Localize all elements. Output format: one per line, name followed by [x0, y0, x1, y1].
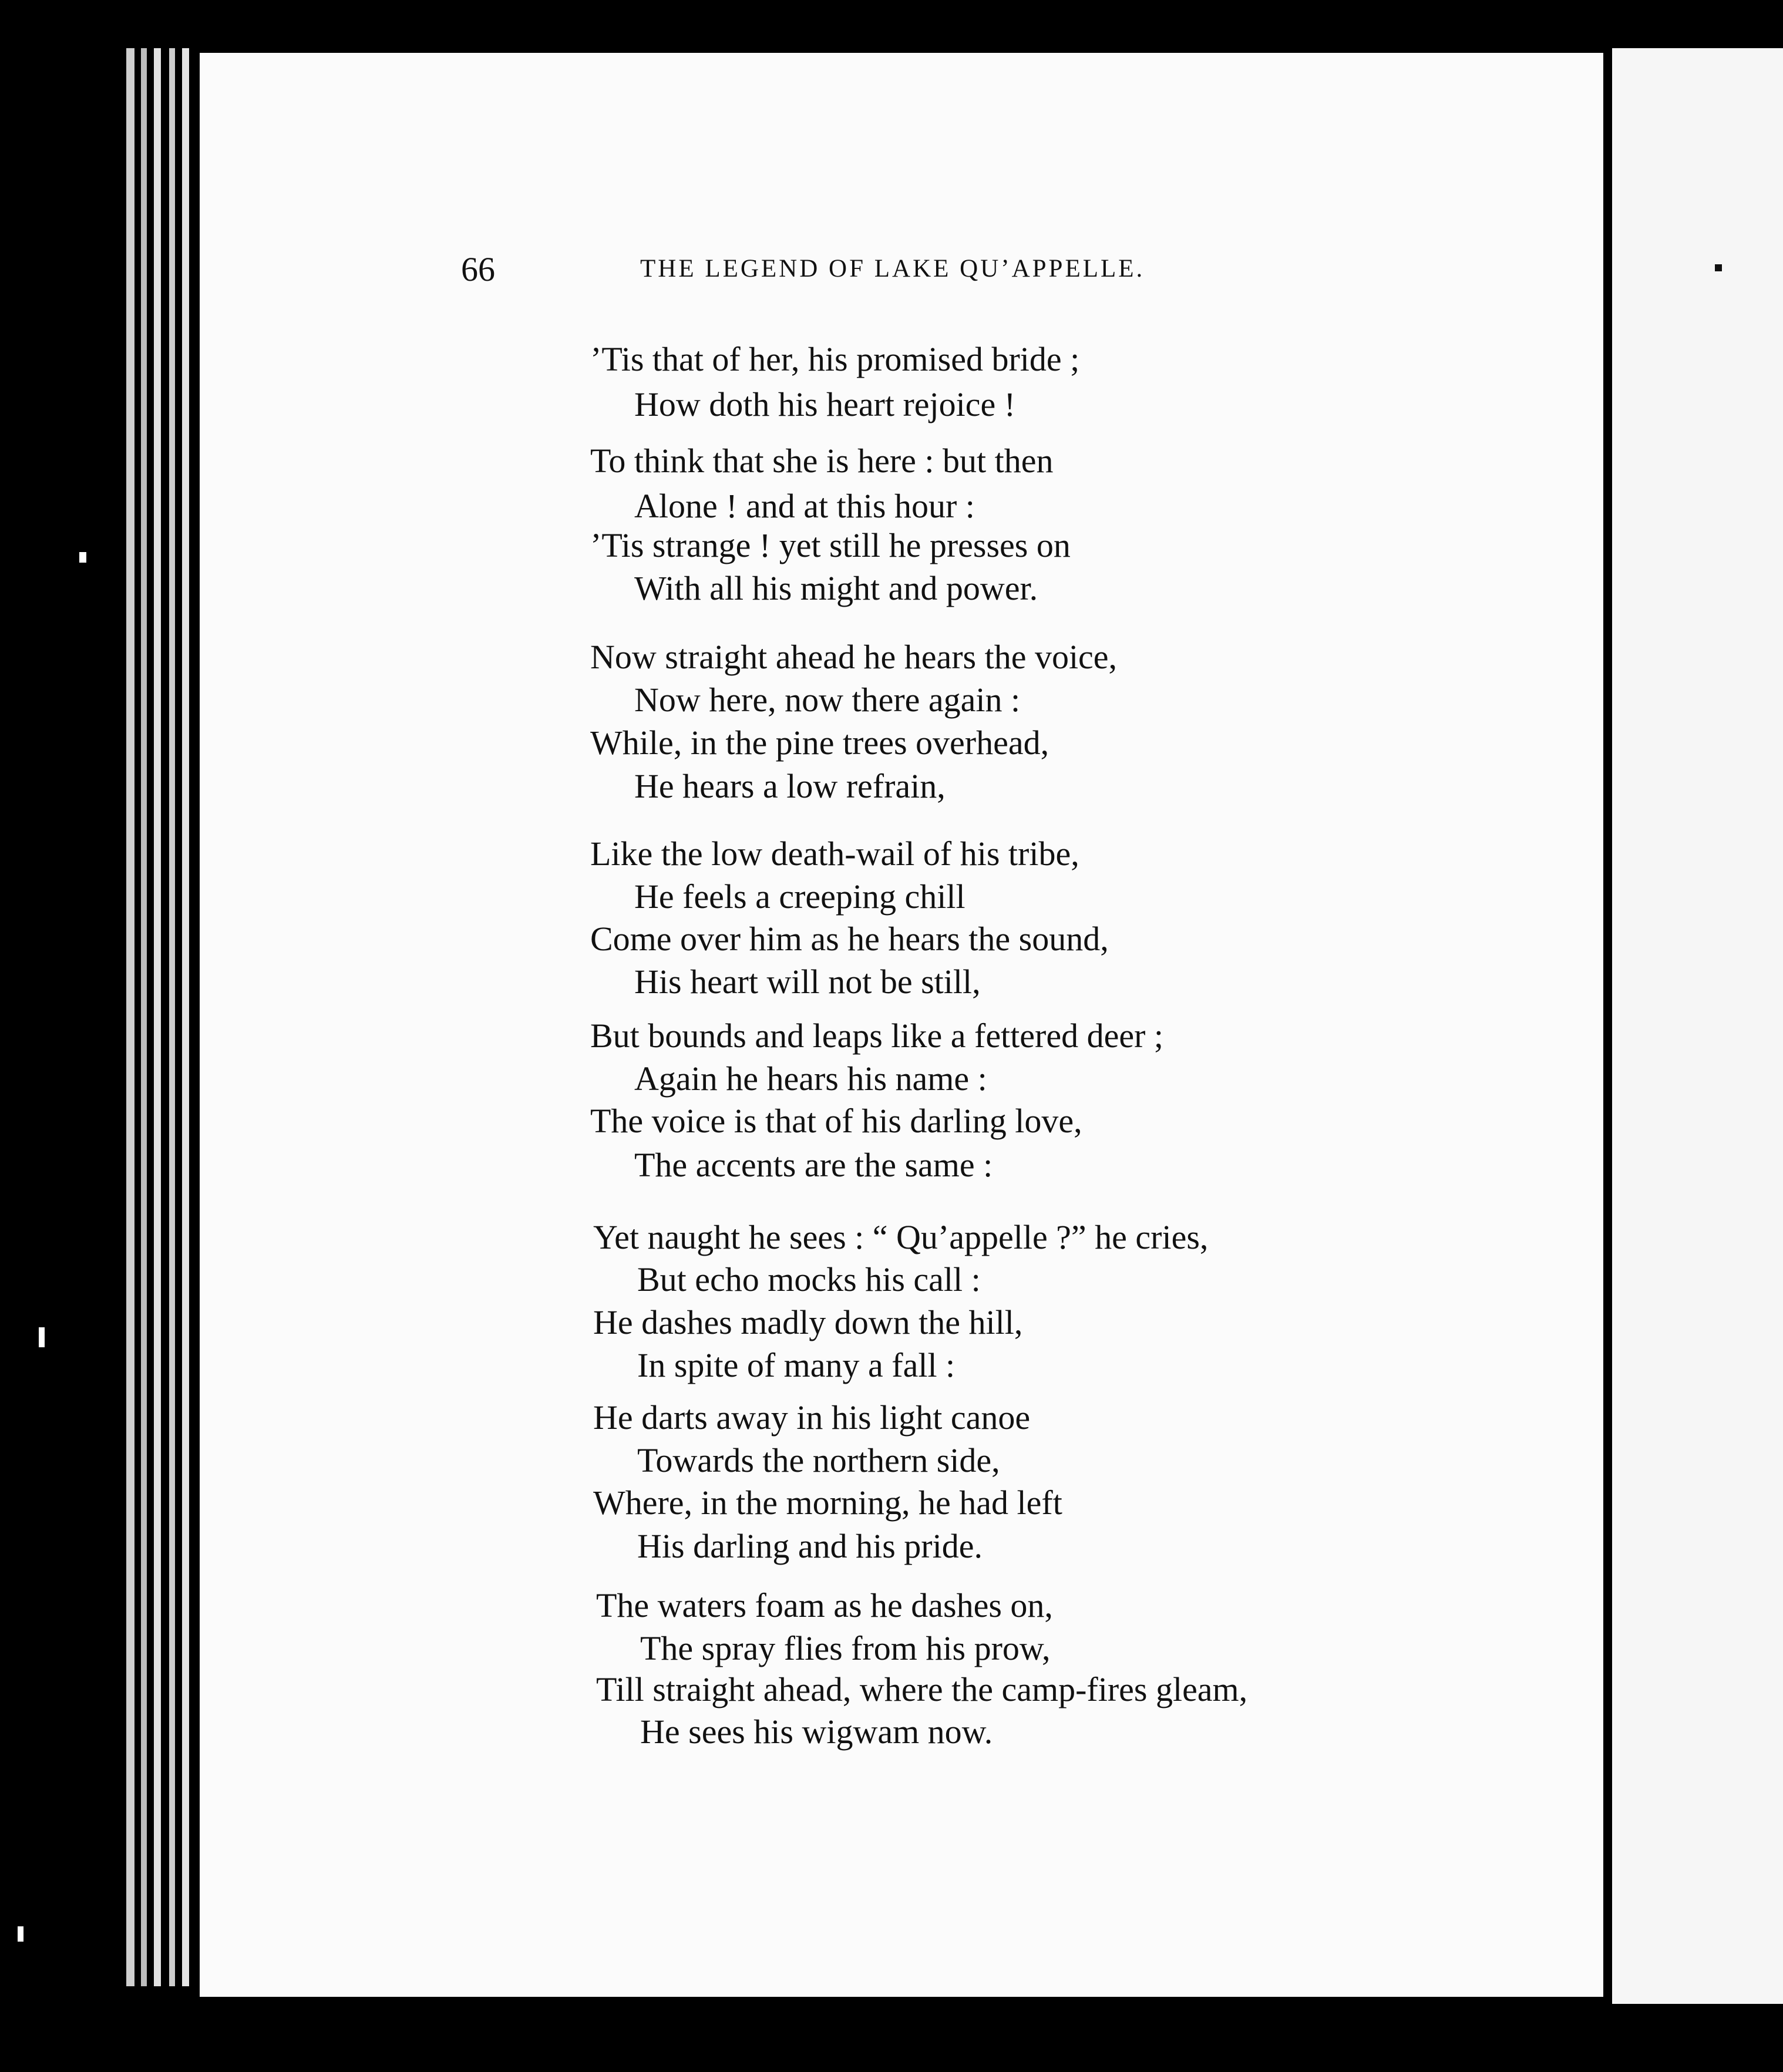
page-edge	[182, 48, 189, 1986]
poem-line: Yet naught he sees : “ Qu’appelle ?” he cries,	[593, 1218, 1209, 1256]
poem-line: To think that she is here : but then	[590, 442, 1054, 480]
poem-line: Towards the northern side,	[637, 1441, 1000, 1479]
poem-line: ’Tis that of her, his promised bride ;	[590, 340, 1080, 378]
poem-line: ’Tis strange ! yet still he presses on	[590, 526, 1071, 564]
right-page-edge	[1612, 48, 1783, 2004]
poem-line: Come over him as he hears the sound,	[590, 920, 1109, 958]
poem-line: He dashes madly down the hill,	[593, 1303, 1023, 1341]
poem-line: The voice is that of his darling love,	[590, 1102, 1082, 1140]
poem-line: Now here, now there again :	[634, 681, 1021, 719]
poem-line: Alone ! and at this hour :	[634, 487, 975, 525]
scan-speck	[39, 1327, 45, 1347]
poem-line: Again he hears his name :	[634, 1059, 987, 1098]
poem-line: Like the low death-wail of his tribe,	[590, 835, 1079, 873]
page-edge	[126, 48, 134, 1986]
poem-line: How doth his heart rejoice !	[634, 385, 1016, 423]
poem-line: The spray flies from his prow,	[640, 1629, 1051, 1667]
scan-speck	[18, 1926, 23, 1942]
poem-line: The accents are the same :	[634, 1146, 993, 1184]
page-number: 66	[461, 250, 495, 288]
poem-line: His darling and his pride.	[637, 1527, 983, 1565]
poem-line: In spite of many a fall :	[637, 1346, 956, 1384]
poem-line: He darts away in his light canoe	[593, 1398, 1031, 1437]
poem-line: But bounds and leaps like a fettered deer ;	[590, 1017, 1164, 1055]
poem-line: The waters foam as he dashes on,	[596, 1586, 1053, 1624]
poem-line: He sees his wigwam now.	[640, 1713, 993, 1751]
poem-line: He feels a creeping chill	[634, 877, 965, 916]
poem-line: While, in the pine trees overhead,	[590, 724, 1049, 762]
poem-line: His heart will not be still,	[634, 963, 981, 1001]
page-edge	[169, 48, 175, 1986]
page-edge	[141, 48, 147, 1986]
poem-line: He hears a low refrain,	[634, 767, 946, 805]
poem-line: Where, in the morning, he had left	[593, 1484, 1062, 1522]
page-edge	[154, 48, 161, 1986]
poem-line: But echo mocks his call :	[637, 1260, 981, 1299]
scan-speck	[79, 552, 86, 563]
poem-line: Now straight ahead he hears the voice,	[590, 638, 1118, 676]
poem-line: With all his might and power.	[634, 569, 1038, 607]
scan-speck	[1715, 264, 1722, 271]
poem-line: Till straight ahead, where the camp-fires gleam,	[596, 1670, 1248, 1708]
running-head: THE LEGEND OF LAKE QU’APPELLE.	[640, 255, 1145, 282]
